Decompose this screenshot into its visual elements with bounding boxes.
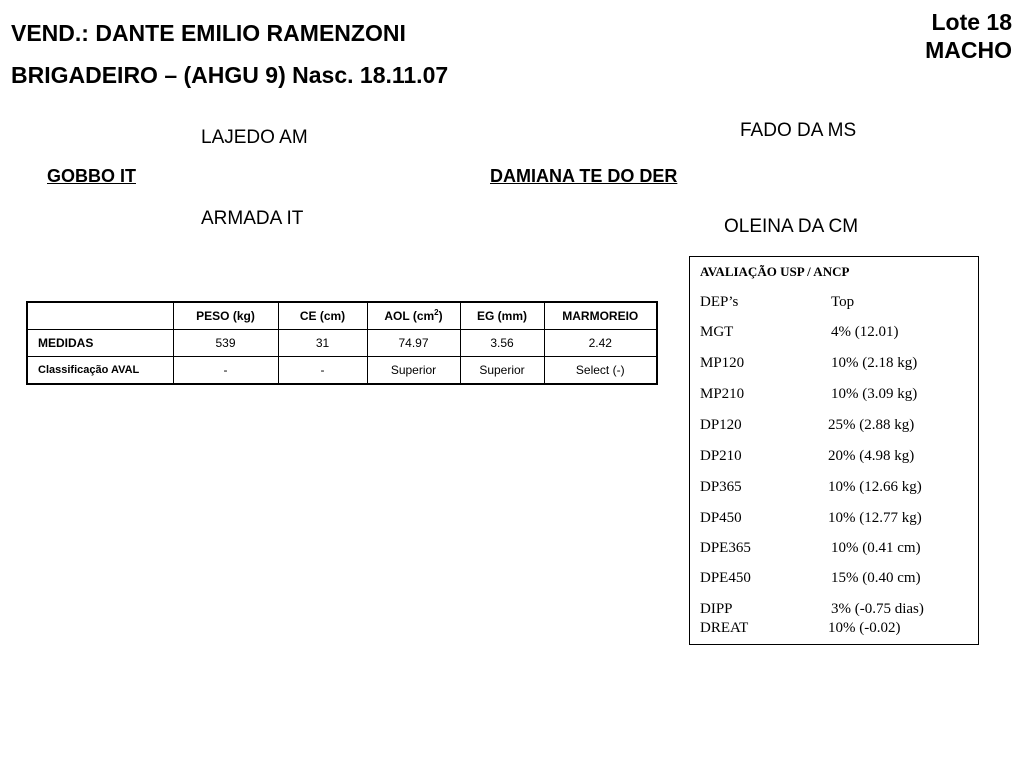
cell-ce-class: - <box>278 357 367 385</box>
sex-label: MACHO <box>925 37 1012 63</box>
evaluation-value: Top <box>831 294 855 310</box>
cell-eg: 3.56 <box>460 330 544 357</box>
evaluation-value: 10% (12.77 kg) <box>828 510 922 526</box>
evaluation-title: AVALIAÇÃO USP / ANCP <box>700 264 850 279</box>
evaluation-label: DP120 <box>700 417 742 433</box>
evaluation-label: DEP’s <box>700 294 739 310</box>
cell-peso-class: - <box>173 357 278 385</box>
evaluation-row <box>700 386 970 404</box>
evaluation-value: 25% (2.88 kg) <box>828 417 915 433</box>
table-header-row <box>27 302 657 330</box>
cell-aol: 74.97 <box>367 330 460 357</box>
pedigree-sire-sire: LAJEDO AM <box>201 127 308 148</box>
evaluation-value: 10% (12.66 kg) <box>828 479 922 495</box>
evaluation-row <box>700 417 970 435</box>
cell-marmoreio-class: Select (-) <box>544 357 657 385</box>
row-label-classificacao: Classificação AVAL <box>27 357 173 385</box>
col-header-ce: CE (cm) <box>278 302 367 330</box>
pedigree-dam-sire: FADO DA MS <box>740 120 857 141</box>
evaluation-label: MGT <box>700 324 734 340</box>
evaluation-box <box>689 256 979 645</box>
evaluation-value: 10% (3.09 kg) <box>831 386 918 402</box>
evaluation-value: 4% (12.01) <box>831 324 899 340</box>
animal-title: BRIGADEIRO – (AHGU 9) Nasc. 18.11.07 <box>11 62 449 88</box>
evaluation-label: MP210 <box>700 386 745 402</box>
evaluation-row <box>700 324 970 342</box>
evaluation-value: 20% (4.98 kg) <box>828 448 915 464</box>
vendor-title: VEND.: DANTE EMILIO RAMENZONI <box>11 20 406 46</box>
evaluation-label: DP450 <box>700 510 742 526</box>
evaluation-row <box>700 510 970 528</box>
evaluation-value: 3% (-0.75 dias) <box>831 601 924 617</box>
table-corner-cell <box>27 302 173 330</box>
cell-eg-class: Superior <box>460 357 544 385</box>
evaluation-row <box>700 479 970 497</box>
evaluation-value: 10% (2.18 kg) <box>831 355 918 371</box>
evaluation-label: MP120 <box>700 355 745 371</box>
evaluation-label: DP210 <box>700 448 742 464</box>
col-header-eg: EG (mm) <box>460 302 544 330</box>
col-header-aol-sup: 2 <box>434 308 439 317</box>
evaluation-label: DP365 <box>700 479 742 495</box>
col-header-peso: PESO (kg) <box>173 302 278 330</box>
measures-table <box>26 301 658 385</box>
cell-peso: 539 <box>173 330 278 357</box>
evaluation-label: DPE365 <box>700 540 751 556</box>
evaluation-label: DIPP <box>700 601 733 617</box>
evaluation-value: 10% (0.41 cm) <box>831 540 921 556</box>
table-row <box>27 357 657 385</box>
evaluation-row <box>700 448 970 466</box>
evaluation-row <box>700 570 970 588</box>
lote-label: Lote 18 <box>931 9 1012 35</box>
col-header-aol-text: AOL (cm <box>384 309 435 323</box>
pedigree-dam: DAMIANA TE DO DER <box>490 166 678 186</box>
evaluation-label: DREAT <box>700 620 749 636</box>
evaluation-row <box>700 540 970 558</box>
evaluation-row <box>700 294 970 312</box>
cell-ce: 31 <box>278 330 367 357</box>
evaluation-value: 15% (0.40 cm) <box>831 570 921 586</box>
evaluation-label: DPE450 <box>700 570 751 586</box>
evaluation-value: 10% (-0.02) <box>828 620 901 636</box>
cell-marmoreio: 2.42 <box>544 330 657 357</box>
row-label-medidas: MEDIDAS <box>27 330 173 357</box>
cell-aol-class: Superior <box>367 357 460 385</box>
table-row <box>27 330 657 357</box>
pedigree-sire: GOBBO IT <box>47 166 136 186</box>
evaluation-row <box>700 601 970 619</box>
lote-block <box>925 8 1012 64</box>
col-header-aol <box>367 302 460 330</box>
evaluation-row <box>700 355 970 373</box>
col-header-marmoreio: MARMOREIO <box>544 302 657 330</box>
pedigree-dam-dam: OLEINA DA CM <box>724 216 859 237</box>
evaluation-row <box>700 620 970 638</box>
pedigree-sire-dam: ARMADA IT <box>201 208 304 229</box>
col-header-aol-close: ) <box>438 309 443 323</box>
